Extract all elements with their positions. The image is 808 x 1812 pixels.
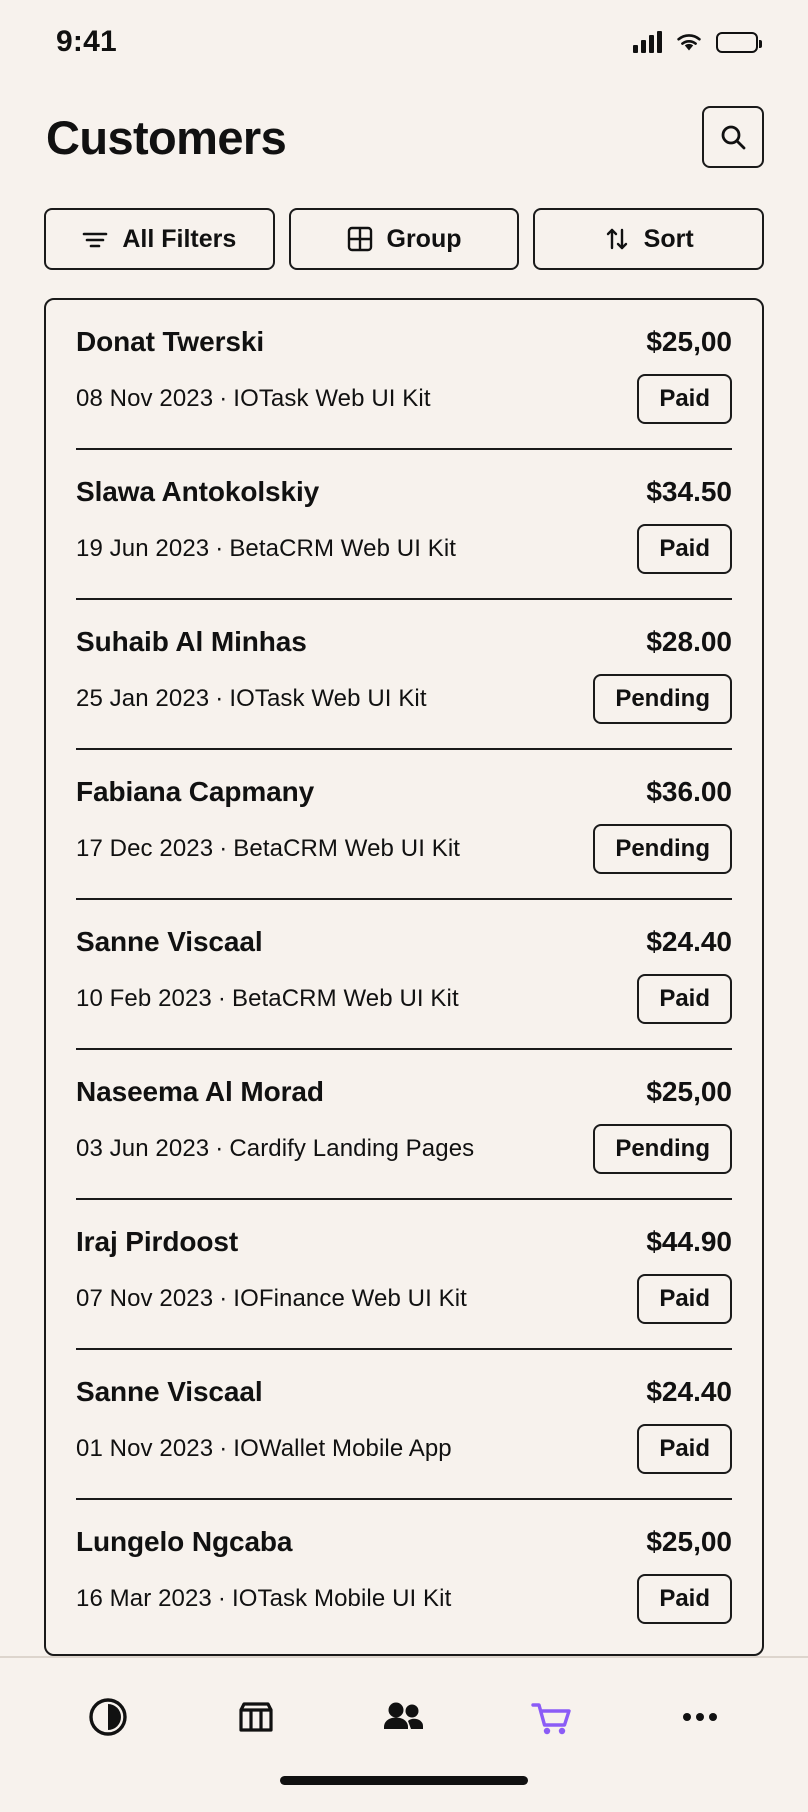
date: 03 Jun 2023 xyxy=(76,1135,210,1162)
meta-separator: · xyxy=(219,385,228,412)
page-title: Customers xyxy=(46,110,287,164)
row-meta xyxy=(76,1285,467,1313)
sort-label: Sort xyxy=(643,224,694,253)
status-time: 9:41 xyxy=(56,25,117,58)
filter-icon xyxy=(82,229,108,249)
battery-full-icon xyxy=(716,32,758,53)
amount: $24.40 xyxy=(646,1376,732,1407)
more-dots-icon xyxy=(676,1693,724,1741)
amount: $34.50 xyxy=(646,476,732,507)
all-filters-label: All Filters xyxy=(122,224,237,253)
product: IOTask Mobile UI Kit xyxy=(231,1585,452,1612)
customer-name: Suhaib Al Minhas xyxy=(76,626,307,657)
customer-name: Iraj Pirdoost xyxy=(76,1226,239,1257)
customer-list xyxy=(44,298,764,1656)
meta-separator: · xyxy=(217,1585,226,1612)
product: IOWallet Mobile App xyxy=(233,1435,452,1462)
grid-icon xyxy=(347,226,373,252)
status-badge[interactable]: Paid xyxy=(637,524,732,574)
customer-name: Slawa Antokolskiy xyxy=(76,476,320,507)
group-button[interactable] xyxy=(289,208,520,270)
meta-separator: · xyxy=(219,1435,228,1462)
status-bar xyxy=(0,0,808,78)
status-badge[interactable]: Pending xyxy=(593,1124,732,1174)
store-icon xyxy=(232,1693,280,1741)
sort-button[interactable] xyxy=(533,208,764,270)
tab-store[interactable] xyxy=(216,1677,296,1757)
amount: $25,00 xyxy=(646,1526,732,1557)
date: 17 Dec 2023 xyxy=(76,835,214,862)
customer-name: Donat Twerski xyxy=(76,326,265,357)
amount: $44.90 xyxy=(646,1226,732,1257)
amount: $28.00 xyxy=(646,626,732,657)
row-meta xyxy=(76,385,431,413)
customer-name: Sanne Viscaal xyxy=(76,1376,263,1407)
home-indicator[interactable] xyxy=(280,1776,528,1785)
row-meta xyxy=(76,985,459,1013)
row-meta xyxy=(76,685,427,713)
meta-separator: · xyxy=(215,535,224,562)
meta-separator: · xyxy=(219,835,228,862)
meta-separator: · xyxy=(217,985,226,1012)
amount: $25,00 xyxy=(646,1076,732,1107)
amount: $36.00 xyxy=(646,776,732,807)
status-badge[interactable]: Paid xyxy=(637,1274,732,1324)
table-row[interactable] xyxy=(46,1350,762,1500)
status-badge[interactable]: Paid xyxy=(637,1424,732,1474)
status-badge[interactable]: Paid xyxy=(637,974,732,1024)
date: 01 Nov 2023 xyxy=(76,1435,214,1462)
cellular-bars-icon xyxy=(633,31,662,53)
date: 19 Jun 2023 xyxy=(76,535,210,562)
bottom-tab-bar xyxy=(0,1656,808,1776)
date: 10 Feb 2023 xyxy=(76,985,212,1012)
table-row[interactable] xyxy=(46,900,762,1050)
date: 16 Mar 2023 xyxy=(76,1585,212,1612)
table-row[interactable] xyxy=(46,450,762,600)
search-button[interactable] xyxy=(702,106,764,168)
date: 25 Jan 2023 xyxy=(76,685,210,712)
product: BetaCRM Web UI Kit xyxy=(229,535,457,562)
table-row[interactable] xyxy=(46,1050,762,1200)
cart-icon xyxy=(527,1693,577,1741)
tab-customers[interactable] xyxy=(364,1677,444,1757)
amount: $25,00 xyxy=(646,326,732,357)
status-badge[interactable]: Pending xyxy=(593,824,732,874)
customer-name: Sanne Viscaal xyxy=(76,926,263,957)
row-meta xyxy=(76,835,460,863)
meta-separator: · xyxy=(219,1285,228,1312)
meta-separator: · xyxy=(215,685,224,712)
group-label: Group xyxy=(386,224,462,253)
search-icon xyxy=(718,122,748,152)
status-badge[interactable]: Paid xyxy=(637,1574,732,1624)
table-row[interactable] xyxy=(46,1200,762,1350)
product: BetaCRM Web UI Kit xyxy=(231,985,459,1012)
home-indicator-area xyxy=(0,1776,808,1812)
dashboard-pie-icon xyxy=(84,1693,132,1741)
tab-cart[interactable] xyxy=(512,1677,592,1757)
product: BetaCRM Web UI Kit xyxy=(233,835,461,862)
product: IOTask Web UI Kit xyxy=(229,685,427,712)
customer-name: Fabiana Capmany xyxy=(76,776,315,807)
product: IOTask Web UI Kit xyxy=(233,385,431,412)
all-filters-button[interactable] xyxy=(44,208,275,270)
people-icon xyxy=(378,1693,430,1741)
amount: $24.40 xyxy=(646,926,732,957)
table-row[interactable] xyxy=(46,750,762,900)
status-icons xyxy=(633,25,758,53)
customer-name: Naseema Al Morad xyxy=(76,1076,324,1107)
filter-toolbar xyxy=(0,168,808,270)
table-row[interactable] xyxy=(46,300,762,450)
row-meta xyxy=(76,1585,451,1613)
meta-separator: · xyxy=(215,1135,224,1162)
table-row[interactable] xyxy=(46,1500,762,1654)
date: 07 Nov 2023 xyxy=(76,1285,214,1312)
row-meta xyxy=(76,535,456,563)
page-header xyxy=(0,78,808,168)
row-meta xyxy=(76,1435,452,1463)
status-badge[interactable]: Paid xyxy=(637,374,732,424)
tab-dashboard[interactable] xyxy=(68,1677,148,1757)
product: Cardify Landing Pages xyxy=(229,1135,475,1162)
tab-more[interactable] xyxy=(660,1677,740,1757)
date: 08 Nov 2023 xyxy=(76,385,214,412)
product: IOFinance Web UI Kit xyxy=(233,1285,467,1312)
wifi-icon xyxy=(674,31,704,53)
table-row[interactable] xyxy=(46,600,762,750)
status-badge[interactable]: Pending xyxy=(593,674,732,724)
row-meta xyxy=(76,1135,474,1163)
customer-name: Lungelo Ngcaba xyxy=(76,1526,293,1557)
sort-arrows-icon xyxy=(604,226,630,252)
